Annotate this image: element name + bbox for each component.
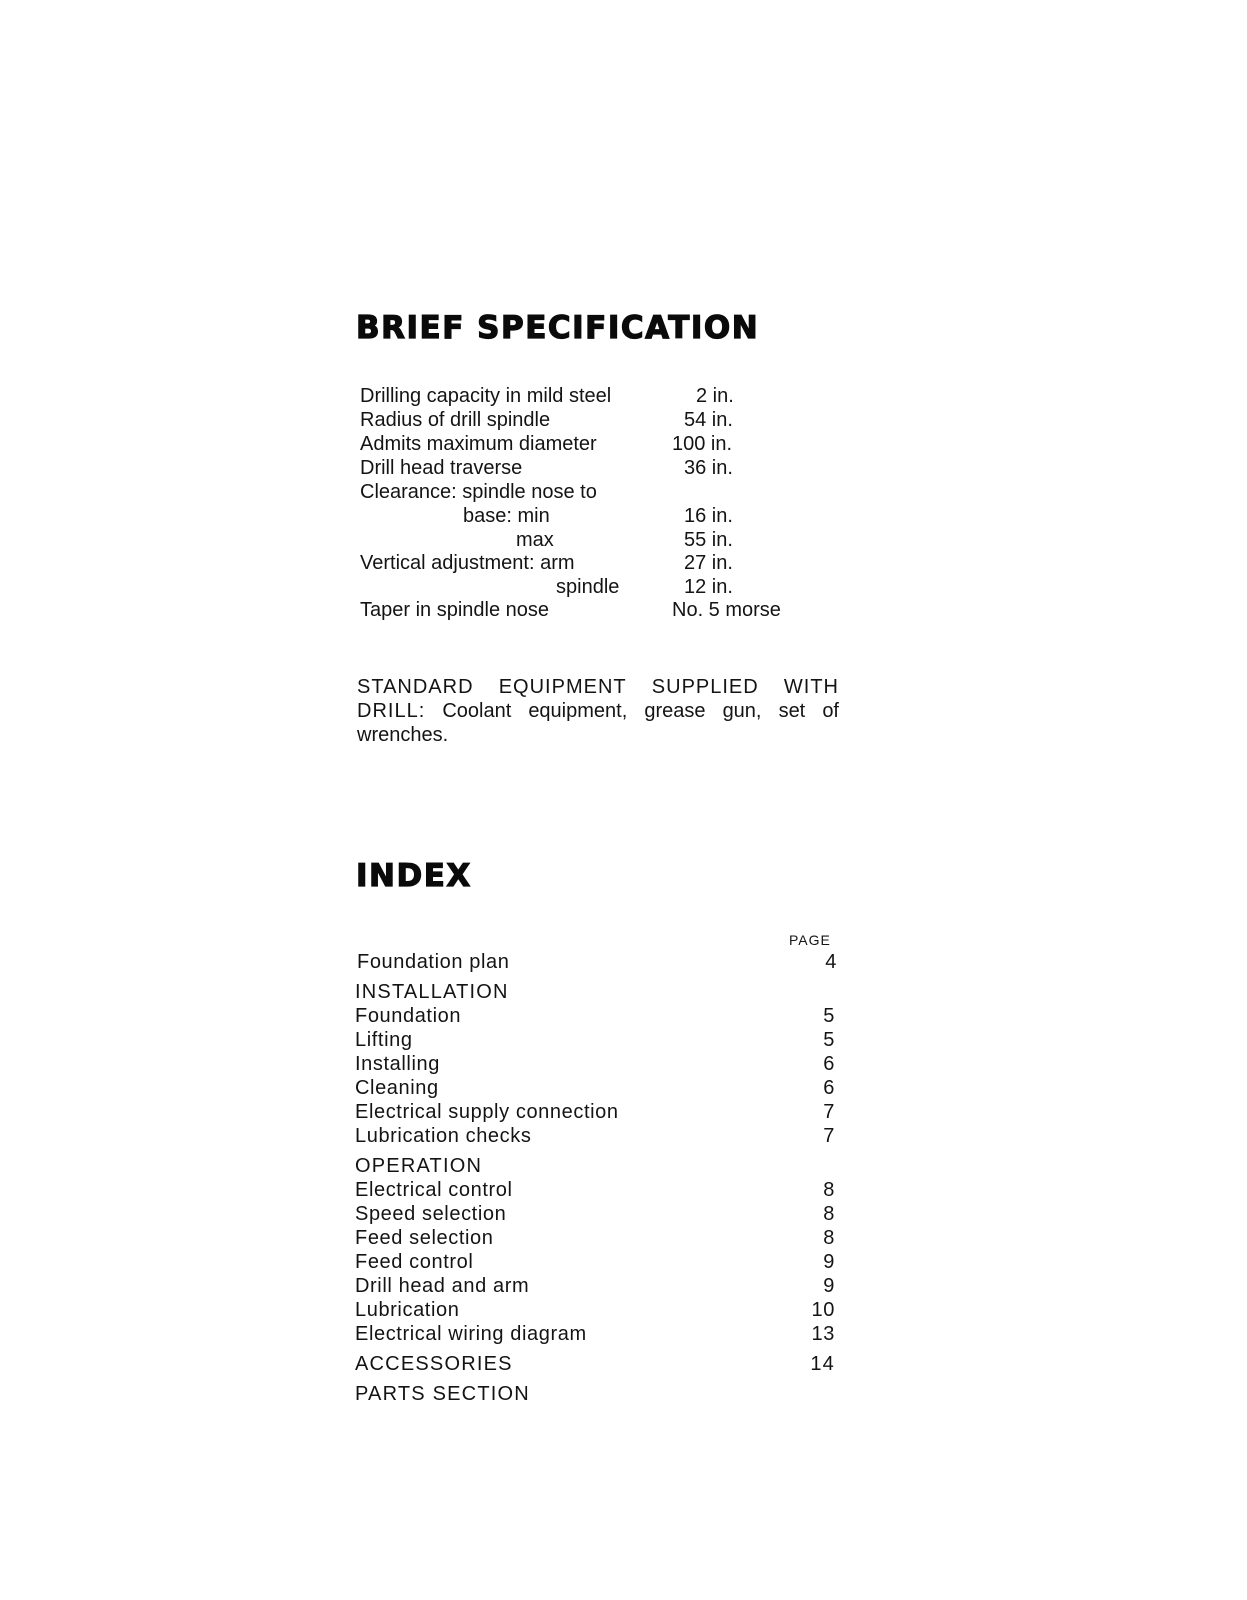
spec-label: Drilling capacity in mild steel <box>360 385 612 407</box>
index-entry <box>355 1250 835 1274</box>
index-entry-label: Electrical control <box>355 1179 513 1201</box>
index-entry <box>355 1202 835 1226</box>
spec-row <box>360 551 840 575</box>
index-title: INDEX <box>356 858 472 894</box>
index-entry-page: 6 <box>823 1053 835 1075</box>
index-entry-page: 7 <box>823 1125 835 1147</box>
index-entry-label: Electrical supply connection <box>355 1101 619 1123</box>
index-entry-page: 5 <box>823 1005 835 1027</box>
index-entry-label: PARTS SECTION <box>355 1383 530 1405</box>
index-entry <box>355 1322 835 1346</box>
index-entry-label: Foundation <box>355 1005 462 1027</box>
spec-label: Radius of drill spindle <box>360 409 551 431</box>
index-entry <box>355 1298 835 1322</box>
spec-row <box>360 408 840 432</box>
index-entry <box>355 1274 835 1298</box>
spec-row <box>360 456 840 480</box>
index-entry-page: 10 <box>811 1299 835 1321</box>
index-entry-label: Installing <box>355 1053 440 1075</box>
index-entry <box>355 1052 835 1076</box>
spec-label: Drill head traverse <box>360 457 523 479</box>
index-entry-label: Lubrication <box>355 1299 460 1321</box>
index-entry-page: 13 <box>811 1323 835 1345</box>
index-entry <box>355 1076 835 1100</box>
index-entry-page: 8 <box>823 1203 835 1225</box>
body-word: gun, <box>722 700 762 722</box>
index-entry-label: OPERATION <box>355 1155 483 1177</box>
spec-row <box>360 432 840 456</box>
index-section-heading <box>355 980 835 1004</box>
body-word: set <box>778 700 806 722</box>
index-entry-page: 8 <box>823 1179 835 1201</box>
spec-label: base: min <box>463 505 550 527</box>
index-entry-page: 5 <box>823 1029 835 1051</box>
index-entry-page: 8 <box>823 1227 835 1249</box>
body-word: Coolant <box>442 700 512 722</box>
spec-value: 36 in. <box>684 457 733 479</box>
index-entry <box>355 1226 835 1250</box>
index-entry-label: Lifting <box>355 1029 413 1051</box>
heading-word: EQUIPMENT <box>498 676 627 698</box>
spec-label: max <box>516 529 554 551</box>
index-entry-label: Speed selection <box>355 1203 507 1225</box>
index-entry-page: 4 <box>825 951 837 973</box>
index-entry-label: Foundation plan <box>357 951 510 973</box>
index-section-heading <box>355 1154 835 1178</box>
index-entry <box>355 1028 835 1052</box>
index-entry-label: Cleaning <box>355 1077 439 1099</box>
index-entry-page: 7 <box>823 1101 835 1123</box>
standard-equipment-paragraph <box>357 675 839 747</box>
body-word: grease <box>644 700 706 722</box>
index-entry-page: 14 <box>810 1353 835 1375</box>
page-column-header: PAGE <box>789 932 831 948</box>
heading-word: STANDARD <box>357 676 474 698</box>
heading-word: DRILL: <box>357 700 426 722</box>
spec-value: No. 5 morse <box>672 599 781 621</box>
spec-row <box>360 504 840 528</box>
index-entry-label: INSTALLATION <box>355 981 509 1003</box>
index-entry-label: Drill head and arm <box>355 1275 530 1297</box>
standard-equipment-line <box>357 699 839 723</box>
spec-label: spindle <box>556 576 620 598</box>
spec-value: 27 in. <box>684 552 733 574</box>
spec-row <box>360 384 840 408</box>
index-entry <box>355 1178 835 1202</box>
spec-value: 2 in. <box>696 385 734 407</box>
index-entry <box>355 1004 835 1028</box>
index-entry-label: Feed control <box>355 1251 474 1273</box>
index-entry-page: 9 <box>823 1275 835 1297</box>
spec-title: BRIEF SPECIFICATION <box>356 310 760 346</box>
standard-equipment-heading <box>357 675 839 699</box>
spec-row <box>360 598 840 622</box>
index-entry-label: Lubrication checks <box>355 1125 532 1147</box>
index-section-heading <box>355 1382 835 1406</box>
spec-row <box>360 575 840 599</box>
body-word: equipment, <box>528 700 628 722</box>
index-entry-label: Electrical wiring diagram <box>355 1323 587 1345</box>
index-entry <box>357 950 837 974</box>
spec-value: 16 in. <box>684 505 733 527</box>
spec-label: Admits maximum diameter <box>360 433 597 455</box>
spec-label: Clearance: spindle nose to <box>360 481 597 503</box>
spec-value: 100 in. <box>672 433 733 455</box>
index-entry-page: 9 <box>823 1251 835 1273</box>
index-entry-page: 6 <box>823 1077 835 1099</box>
heading-word: WITH <box>783 676 839 698</box>
index-entry-label: Feed selection <box>355 1227 494 1249</box>
index-entry <box>355 1100 835 1124</box>
index-entry <box>355 1124 835 1148</box>
spec-label: Vertical adjustment: arm <box>360 552 575 574</box>
index-section-heading <box>355 1352 835 1376</box>
spec-value: 54 in. <box>684 409 733 431</box>
index-entry-label: ACCESSORIES <box>355 1353 513 1375</box>
standard-equipment-line: wrenches. <box>357 724 449 746</box>
heading-word: SUPPLIED <box>651 676 759 698</box>
spec-label: Taper in spindle nose <box>360 599 550 621</box>
spec-value: 55 in. <box>684 529 733 551</box>
spec-value: 12 in. <box>684 576 733 598</box>
body-word: of <box>822 700 839 722</box>
spec-row <box>360 528 840 552</box>
spec-row <box>360 480 840 504</box>
